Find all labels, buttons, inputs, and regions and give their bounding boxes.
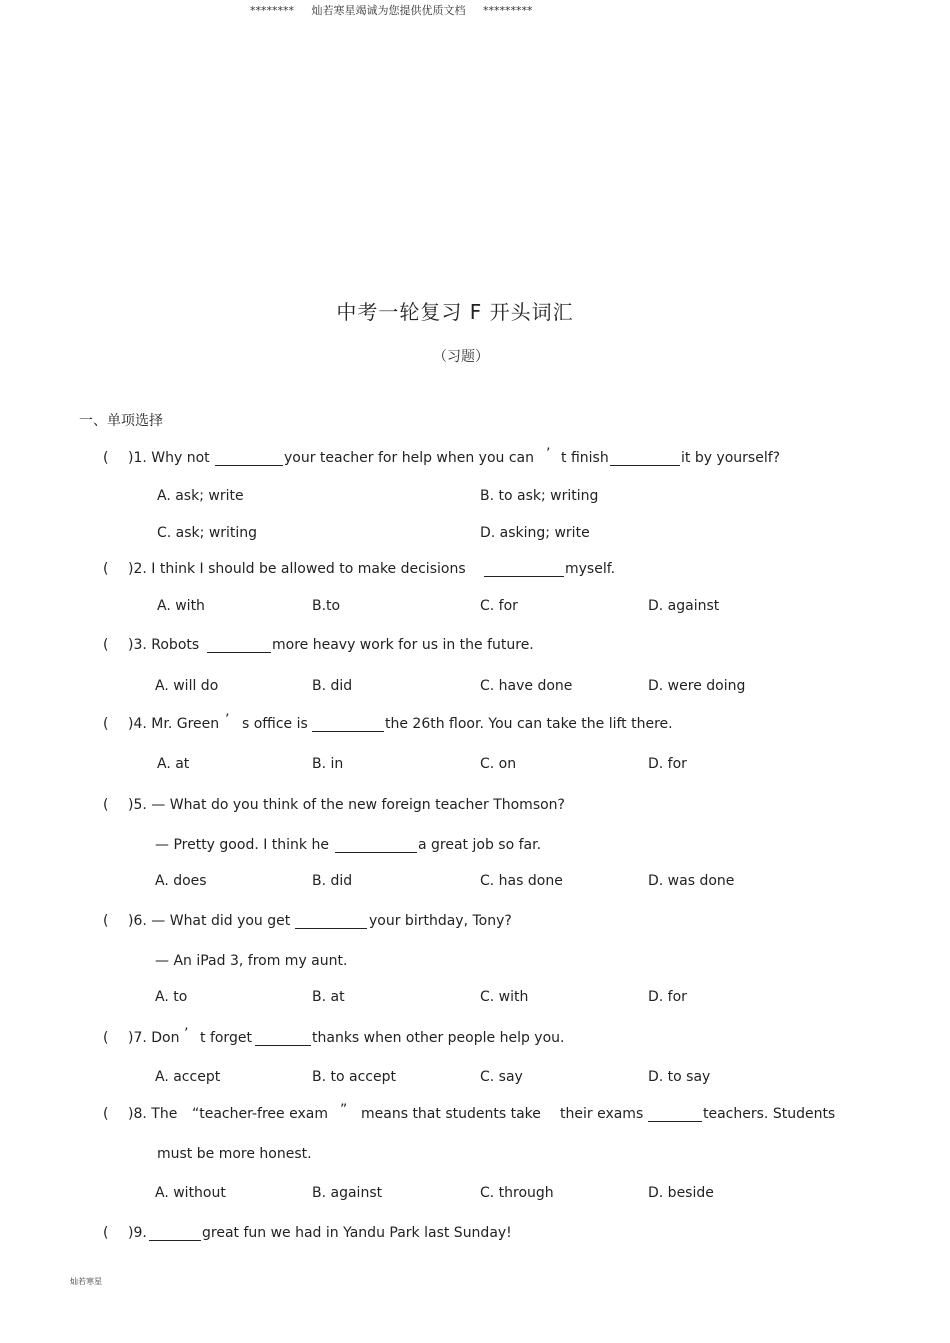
option-4-c[interactable]: C. on bbox=[480, 756, 517, 772]
answer-paren-6: ( bbox=[103, 913, 109, 929]
page-title: 中考一轮复习 F 开头词汇 bbox=[336, 300, 574, 324]
option-7-d[interactable]: D. to say bbox=[648, 1069, 711, 1085]
option-6-a[interactable]: A. to bbox=[155, 989, 188, 1005]
question-7-part-2: ’ bbox=[184, 1026, 189, 1042]
question-7-part-3: t forget bbox=[200, 1030, 252, 1046]
answer-paren-4: ( bbox=[103, 716, 109, 732]
option-5-a[interactable]: A. does bbox=[155, 873, 207, 889]
option-3-a[interactable]: A. will do bbox=[155, 678, 219, 694]
answer-blank[interactable] bbox=[149, 1228, 201, 1241]
option-3-c[interactable]: C. have done bbox=[480, 678, 573, 694]
option-8-d[interactable]: D. beside bbox=[648, 1185, 714, 1201]
option-7-a[interactable]: A. accept bbox=[155, 1069, 221, 1085]
option-2-d[interactable]: D. against bbox=[648, 598, 720, 614]
answer-blank[interactable] bbox=[255, 1033, 311, 1046]
question-7-part-4: thanks when other people help you. bbox=[312, 1030, 565, 1046]
question-8-part-5: their exams bbox=[560, 1106, 644, 1122]
option-8-c[interactable]: C. through bbox=[480, 1185, 554, 1201]
answer-blank[interactable] bbox=[207, 640, 271, 653]
answer-blank[interactable] bbox=[648, 1109, 702, 1122]
option-2-a[interactable]: A. with bbox=[157, 598, 205, 614]
answer-paren-2: ( bbox=[103, 561, 109, 577]
option-8-a[interactable]: A. without bbox=[155, 1185, 226, 1201]
answer-blank[interactable] bbox=[335, 840, 417, 853]
question-4-part-2: ’ bbox=[225, 712, 230, 728]
question-6-part-2: your birthday, Tony? bbox=[369, 913, 512, 929]
option-4-d[interactable]: D. for bbox=[648, 756, 687, 772]
answer-blank[interactable] bbox=[610, 453, 680, 466]
option-5-c[interactable]: C. has done bbox=[480, 873, 563, 889]
question-6-part-1: )6. — What did you get bbox=[128, 913, 291, 929]
question-8-part-1: )8. The bbox=[128, 1106, 178, 1122]
question-3-part-1: )3. Robots bbox=[128, 637, 200, 653]
option-1-c[interactable]: C. ask; writing bbox=[157, 525, 258, 541]
question-1-part-5: it by yourself? bbox=[681, 450, 781, 466]
option-6-c[interactable]: C. with bbox=[480, 989, 529, 1005]
section-heading: 一、单项选择 bbox=[79, 413, 163, 429]
question-6-line-2: — An iPad 3, from my aunt. bbox=[155, 953, 348, 969]
question-8-part-3: ” bbox=[340, 1102, 348, 1118]
question-5-part-1: )5. — What do you think of the new foreign teacher Thomson? bbox=[128, 797, 565, 813]
question-4-part-1: )4. Mr. Green bbox=[128, 716, 220, 732]
question-2-part-2: myself. bbox=[565, 561, 616, 577]
option-1-a[interactable]: A. ask; write bbox=[157, 488, 244, 504]
answer-paren-1: ( bbox=[103, 450, 109, 466]
answer-blank[interactable] bbox=[295, 916, 367, 929]
question-8-part-2: “teacher-free exam bbox=[192, 1106, 328, 1122]
option-6-d[interactable]: D. for bbox=[648, 989, 687, 1005]
page-subtitle: （习题） bbox=[433, 349, 489, 365]
question-5-line-2-part-1: — Pretty good. I think he bbox=[155, 837, 329, 853]
question-8-part-6: teachers. Students bbox=[703, 1106, 836, 1122]
question-1-part-2: your teacher for help when you can bbox=[284, 450, 534, 466]
header-stars-right: ********* bbox=[483, 4, 533, 17]
option-1-b[interactable]: B. to ask; writing bbox=[480, 488, 599, 504]
option-3-d[interactable]: D. were doing bbox=[648, 678, 746, 694]
option-2-c[interactable]: C. for bbox=[480, 598, 518, 614]
option-6-b[interactable]: B. at bbox=[312, 989, 345, 1005]
question-8-part-4: means that students take bbox=[361, 1106, 541, 1122]
question-7-part-1: )7. Don bbox=[128, 1030, 180, 1046]
answer-paren-3: ( bbox=[103, 637, 109, 653]
answer-paren-9: ( bbox=[103, 1225, 109, 1241]
question-4-part-4: the 26th floor. You can take the lift there. bbox=[385, 716, 673, 732]
question-4-part-3: s office is bbox=[242, 716, 308, 732]
question-1-part-4: t finish bbox=[561, 450, 609, 466]
option-4-b[interactable]: B. in bbox=[312, 756, 344, 772]
question-1-part-1: )1. Why not bbox=[128, 450, 210, 466]
question-9-part-2: great fun we had in Yandu Park last Sunday! bbox=[202, 1225, 512, 1241]
option-7-c[interactable]: C. say bbox=[480, 1069, 523, 1085]
question-8-line-2: must be more honest. bbox=[157, 1146, 312, 1162]
question-3-part-2: more heavy work for us in the future. bbox=[272, 637, 534, 653]
answer-blank[interactable] bbox=[484, 564, 564, 577]
option-5-b[interactable]: B. did bbox=[312, 873, 353, 889]
option-8-b[interactable]: B. against bbox=[312, 1185, 383, 1201]
question-5-line-2-part-2: a great job so far. bbox=[418, 837, 542, 853]
option-7-b[interactable]: B. to accept bbox=[312, 1069, 396, 1085]
question-9-part-1: )9. bbox=[128, 1225, 147, 1241]
answer-paren-8: ( bbox=[103, 1106, 109, 1122]
header-stars-left: ******** bbox=[250, 4, 294, 17]
option-5-d[interactable]: D. was done bbox=[648, 873, 735, 889]
header-text: 灿若寒星竭诚为您提供优质文档 bbox=[311, 4, 466, 17]
option-3-b[interactable]: B. did bbox=[312, 678, 353, 694]
page-header bbox=[250, 2, 547, 18]
option-1-d[interactable]: D. asking; write bbox=[480, 525, 590, 541]
answer-paren-5: ( bbox=[103, 797, 109, 813]
option-2-b[interactable]: B.to bbox=[312, 598, 341, 614]
page-footer: 灿若寒星 bbox=[70, 1277, 102, 1286]
question-1-part-3: ’ bbox=[546, 446, 551, 462]
option-4-a[interactable]: A. at bbox=[157, 756, 190, 772]
answer-paren-7: ( bbox=[103, 1030, 109, 1046]
question-2-part-1: )2. I think I should be allowed to make decisions bbox=[128, 561, 466, 577]
answer-blank[interactable] bbox=[215, 453, 283, 466]
answer-blank[interactable] bbox=[312, 719, 384, 732]
